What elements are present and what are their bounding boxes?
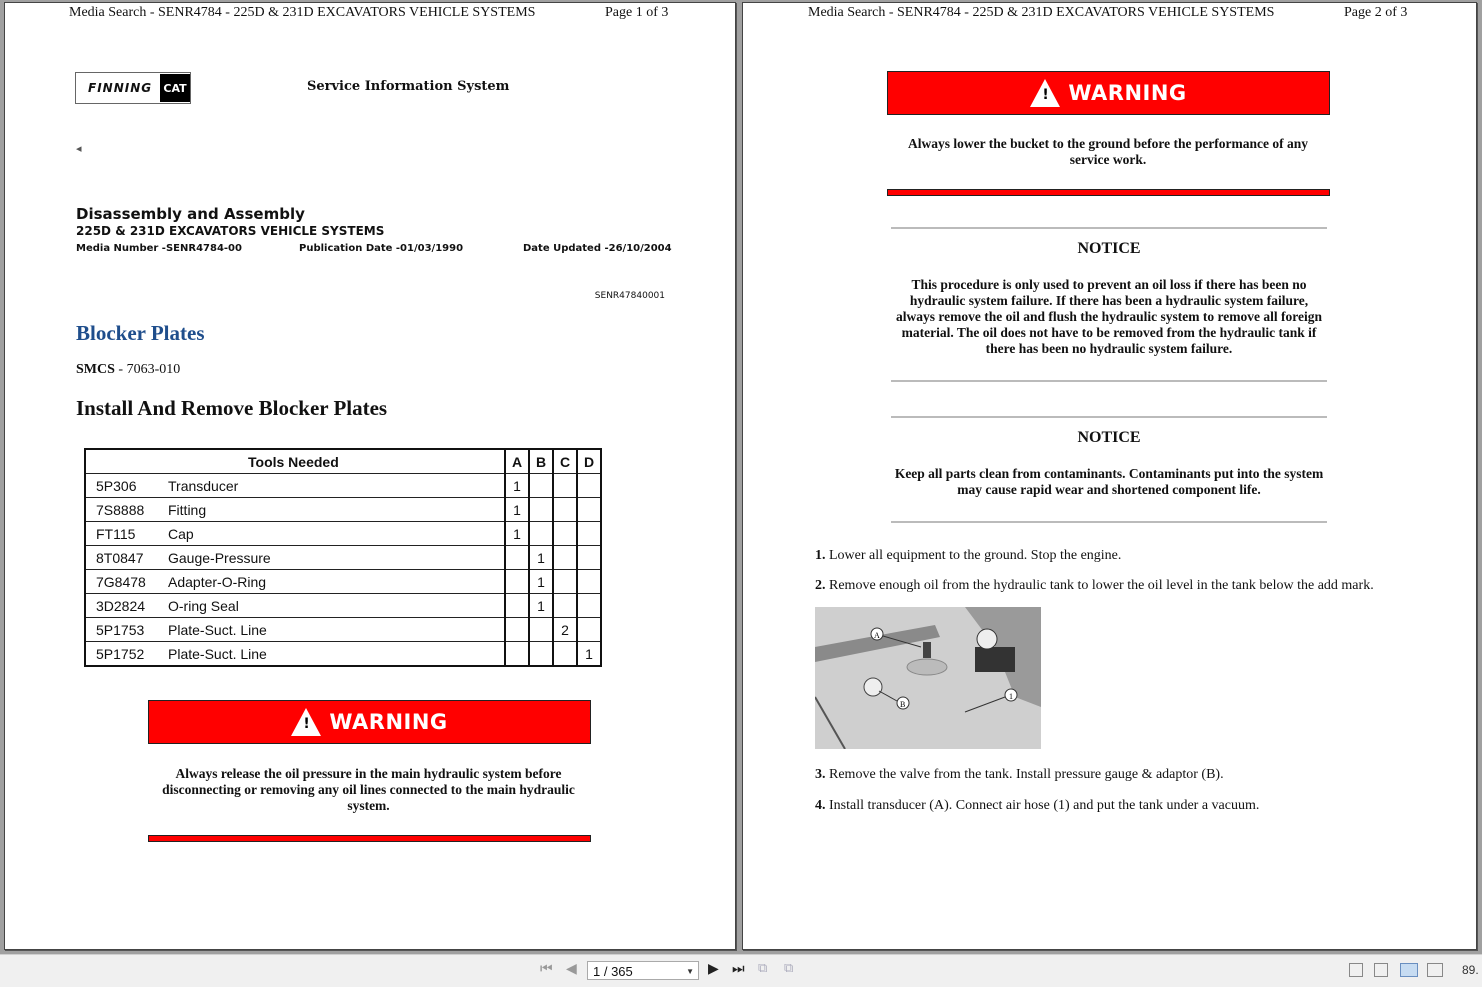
qty-a xyxy=(505,570,529,594)
tool-name: O-ring Seal xyxy=(168,594,505,618)
step-1 xyxy=(815,548,1121,564)
media-number: Media Number -SENR4784-00 xyxy=(76,243,242,254)
notice-rule-top xyxy=(891,416,1327,418)
qty-a: 1 xyxy=(505,522,529,546)
step-2 xyxy=(815,578,1374,594)
tool-name: Fitting xyxy=(168,498,505,522)
warning-triangle-icon: ! xyxy=(1030,79,1060,107)
next-page-icon[interactable]: ▶ xyxy=(708,961,719,977)
notice-text: Keep all parts clean from contaminants. Contaminants put into the system may cause rapid wear and shortened component life. xyxy=(894,466,1324,497)
notice-label: NOTICE xyxy=(1077,429,1141,446)
doc-type-title: Disassembly and Assembly xyxy=(76,205,305,223)
qty-b: 1 xyxy=(529,546,553,570)
continuous-view-icon[interactable] xyxy=(1374,963,1388,977)
svg-text:1: 1 xyxy=(1009,692,1013,701)
step-text: Lower all equipment to the ground. Stop the engine. xyxy=(825,548,1122,563)
viewer-toolbar xyxy=(0,954,1482,987)
table-row xyxy=(85,474,601,498)
last-page-icon[interactable]: ⏭ xyxy=(732,961,745,977)
smcs-value: - 7063-010 xyxy=(114,362,181,377)
col-header-b: B xyxy=(529,449,553,474)
page-header-title: Media Search - SENR4784 - 225D & 231D EXCAVATORS VEHICLE SYSTEMS xyxy=(69,5,536,20)
previous-view-icon[interactable]: ⧉ xyxy=(758,961,768,976)
qty-b xyxy=(529,618,553,642)
chevron-down-icon[interactable]: ▼ xyxy=(686,967,694,976)
table-row xyxy=(85,570,601,594)
qty-c xyxy=(553,546,577,570)
procedure-title: Install And Remove Blocker Plates xyxy=(76,396,388,420)
qty-b xyxy=(529,642,553,667)
qty-d: 1 xyxy=(577,642,601,667)
qty-b xyxy=(529,522,553,546)
two-page-view-icon[interactable] xyxy=(1400,963,1418,977)
page-number-field[interactable] xyxy=(587,961,699,980)
tool-name: Transducer xyxy=(168,474,505,498)
single-page-view-icon[interactable] xyxy=(1349,963,1363,977)
service-information-system-title: Service Information System xyxy=(307,79,510,94)
qty-a xyxy=(505,642,529,667)
notice-text: This procedure is only used to prevent an oil loss if there has been no hydraulic system failure. If there has been a hydraulic system failure, always remove the oil and flush the hydraulic system to remove all foreign material. The oil does not have to be removed from the hydraulic tank if there has been no hydraulic system failure. xyxy=(896,277,1322,356)
col-header-tools: Tools Needed xyxy=(168,449,505,474)
table-header-row xyxy=(85,449,601,474)
step-number: 4. xyxy=(815,798,826,813)
finning-cat-logo xyxy=(75,72,191,104)
qty-c xyxy=(553,642,577,667)
qty-d xyxy=(577,522,601,546)
cat-logo: CAT xyxy=(160,74,190,102)
qty-a xyxy=(505,594,529,618)
next-view-icon[interactable]: ⧉ xyxy=(784,961,794,976)
step-text: Install transducer (A). Connect air hose (1) and put the tank under a vacuum. xyxy=(825,798,1260,813)
tool-code: 3D2824 xyxy=(85,594,168,618)
page-header-number: Page 2 of 3 xyxy=(1344,5,1408,20)
qty-b xyxy=(529,498,553,522)
table-row xyxy=(85,642,601,667)
notice-rule-top xyxy=(891,227,1327,229)
qty-c xyxy=(553,498,577,522)
col-header-c: C xyxy=(553,449,577,474)
qty-c xyxy=(553,594,577,618)
warning-end-bar xyxy=(148,835,591,842)
smcs-code xyxy=(76,362,180,378)
step-number: 2. xyxy=(815,578,826,593)
table-row xyxy=(85,546,601,570)
warning-end-bar xyxy=(887,189,1330,196)
illustration-photo xyxy=(815,607,1041,749)
qty-c xyxy=(553,570,577,594)
qty-c xyxy=(553,474,577,498)
date-updated: Date Updated -26/10/2004 xyxy=(523,243,672,254)
finning-logo-text: FINNING xyxy=(88,81,153,95)
warning-banner xyxy=(887,71,1330,115)
col-header-d: D xyxy=(577,449,601,474)
col-header-a: A xyxy=(505,449,529,474)
two-page-continuous-view-icon[interactable] xyxy=(1427,963,1443,977)
qty-d xyxy=(577,570,601,594)
publication-date: Publication Date -01/03/1990 xyxy=(299,243,464,254)
step-number: 1. xyxy=(815,548,826,563)
qty-d xyxy=(577,594,601,618)
notice-rule-bottom xyxy=(891,521,1327,523)
qty-c: 2 xyxy=(553,618,577,642)
svg-text:B: B xyxy=(900,700,906,709)
qty-b: 1 xyxy=(529,570,553,594)
back-arrow-icon[interactable]: ◂ xyxy=(76,143,82,155)
step-text: Remove enough oil from the hydraulic tank to lower the oil level in the tank below the add mark. xyxy=(825,578,1374,593)
qty-d xyxy=(577,474,601,498)
step-3 xyxy=(815,767,1224,783)
qty-a xyxy=(505,618,529,642)
tool-code: 7G8478 xyxy=(85,570,168,594)
qty-d xyxy=(577,498,601,522)
prev-page-icon[interactable]: ◀ xyxy=(566,961,577,977)
warning-text: Always lower the bucket to the ground before the performance of any service work. xyxy=(907,136,1309,167)
tools-needed-table xyxy=(84,448,602,667)
table-row xyxy=(85,498,601,522)
qty-a: 1 xyxy=(505,498,529,522)
tool-name: Plate-Suct. Line xyxy=(168,618,505,642)
table-row xyxy=(85,594,601,618)
tool-name: Cap xyxy=(168,522,505,546)
tool-code: 8T0847 xyxy=(85,546,168,570)
page-header-title: Media Search - SENR4784 - 225D & 231D EXCAVATORS VEHICLE SYSTEMS xyxy=(808,5,1275,20)
page-number-value: 1 / 365 xyxy=(593,964,633,979)
table-row xyxy=(85,522,601,546)
notice-label: NOTICE xyxy=(1077,240,1141,257)
section-title: Blocker Plates xyxy=(76,321,205,345)
tool-name: Plate-Suct. Line xyxy=(168,642,505,667)
step-number: 3. xyxy=(815,767,826,782)
pdf-page-2 xyxy=(742,2,1477,950)
smcs-label: SMCS xyxy=(76,362,115,377)
qty-d xyxy=(577,618,601,642)
table-row xyxy=(85,618,601,642)
doc-id: SENR47840001 xyxy=(594,291,665,301)
tool-code: 7S8888 xyxy=(85,498,168,522)
tool-code: FT115 xyxy=(85,522,168,546)
qty-b: 1 xyxy=(529,594,553,618)
tool-name: Gauge-Pressure xyxy=(168,546,505,570)
first-page-icon[interactable]: ⏮ xyxy=(540,961,553,977)
step-4 xyxy=(815,798,1259,814)
pdf-page-1 xyxy=(4,2,736,950)
qty-b xyxy=(529,474,553,498)
warning-label: WARNING xyxy=(329,710,448,734)
page-header-number: Page 1 of 3 xyxy=(605,5,669,20)
tool-name: Adapter-O-Ring xyxy=(168,570,505,594)
qty-d xyxy=(577,546,601,570)
qty-c xyxy=(553,522,577,546)
qty-a xyxy=(505,546,529,570)
step-text: Remove the valve from the tank. Install pressure gauge & adaptor (B). xyxy=(825,767,1224,782)
tool-code: 5P1752 xyxy=(85,642,168,667)
svg-text:A: A xyxy=(874,631,880,640)
warning-banner xyxy=(148,700,591,744)
hydraulic-tank-illustration xyxy=(815,607,1041,749)
zoom-level[interactable]: 89. xyxy=(1462,963,1479,977)
qty-a: 1 xyxy=(505,474,529,498)
doc-subject: 225D & 231D EXCAVATORS VEHICLE SYSTEMS xyxy=(76,224,385,238)
tool-code: 5P306 xyxy=(85,474,168,498)
warning-text: Always release the oil pressure in the main hydraulic system before disconnecting or removing any oil lines connected to the main hydraulic system. xyxy=(162,766,575,813)
warning-triangle-icon: ! xyxy=(291,708,321,736)
tool-code: 5P1753 xyxy=(85,618,168,642)
warning-label: WARNING xyxy=(1068,81,1187,105)
notice-rule-bottom xyxy=(891,380,1327,382)
